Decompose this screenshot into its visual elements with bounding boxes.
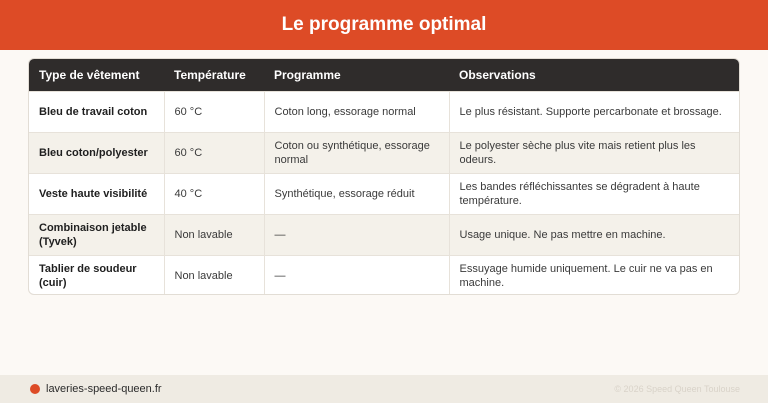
page-title: Le programme optimal — [281, 14, 487, 35]
table-row — [29, 255, 740, 295]
washing-table-card — [28, 58, 740, 295]
cell-observations: Le plus résistant. Supporte percarbonate et brossage. — [459, 105, 722, 118]
cell-garment-type: Tablier de soudeur (cuir) — [29, 255, 164, 295]
page-header — [0, 0, 768, 50]
cell-temperature: 40 °C — [164, 173, 264, 214]
cell-programme: — — [264, 214, 449, 255]
table-header-row — [29, 59, 740, 91]
cell-garment-type: Bleu coton/polyester — [29, 132, 164, 173]
cell-temperature: 60 °C — [164, 132, 264, 173]
column-header-type: Type de vêtement — [39, 67, 140, 82]
copyright-text: © 2026 Speed Queen Toulouse — [614, 384, 740, 394]
cell-programme: Synthétique, essorage réduit — [264, 173, 449, 214]
cell-observations: Essuyage humide uniquement. Le cuir ne va pas en machine. — [459, 262, 713, 289]
table-row — [29, 214, 740, 255]
brand-dot-icon — [30, 384, 40, 394]
cell-programme: Coton ou synthétique, essorage normal — [264, 132, 449, 173]
column-header-observations: Observations — [459, 67, 536, 82]
table-row — [29, 91, 740, 132]
cell-temperature: 60 °C — [164, 91, 264, 132]
cell-observations: Les bandes réfléchissantes se dégradent à haute température. — [459, 180, 700, 207]
column-header-programme: Programme — [274, 67, 341, 82]
page-footer — [0, 375, 768, 403]
table-row — [29, 132, 740, 173]
cell-garment-type: Veste haute visibilité — [29, 173, 164, 214]
cell-observations: Le polyester sèche plus vite mais retient plus les odeurs. — [459, 139, 696, 166]
table-row — [29, 173, 740, 214]
washing-program-table — [29, 59, 740, 295]
cell-temperature: Non lavable — [164, 214, 264, 255]
cell-garment-type: Bleu de travail coton — [29, 91, 164, 132]
cell-observations: Usage unique. Ne pas mettre en machine. — [459, 228, 666, 241]
cell-programme: — — [264, 255, 449, 295]
cell-garment-type: Combinaison jetable (Tyvek) — [29, 214, 164, 255]
footer-brand — [30, 383, 162, 395]
cell-programme: Coton long, essorage normal — [264, 91, 449, 132]
site-link[interactable]: laveries-speed-queen.fr — [46, 383, 162, 395]
cell-temperature: Non lavable — [164, 255, 264, 295]
column-header-temperature: Température — [174, 67, 246, 82]
